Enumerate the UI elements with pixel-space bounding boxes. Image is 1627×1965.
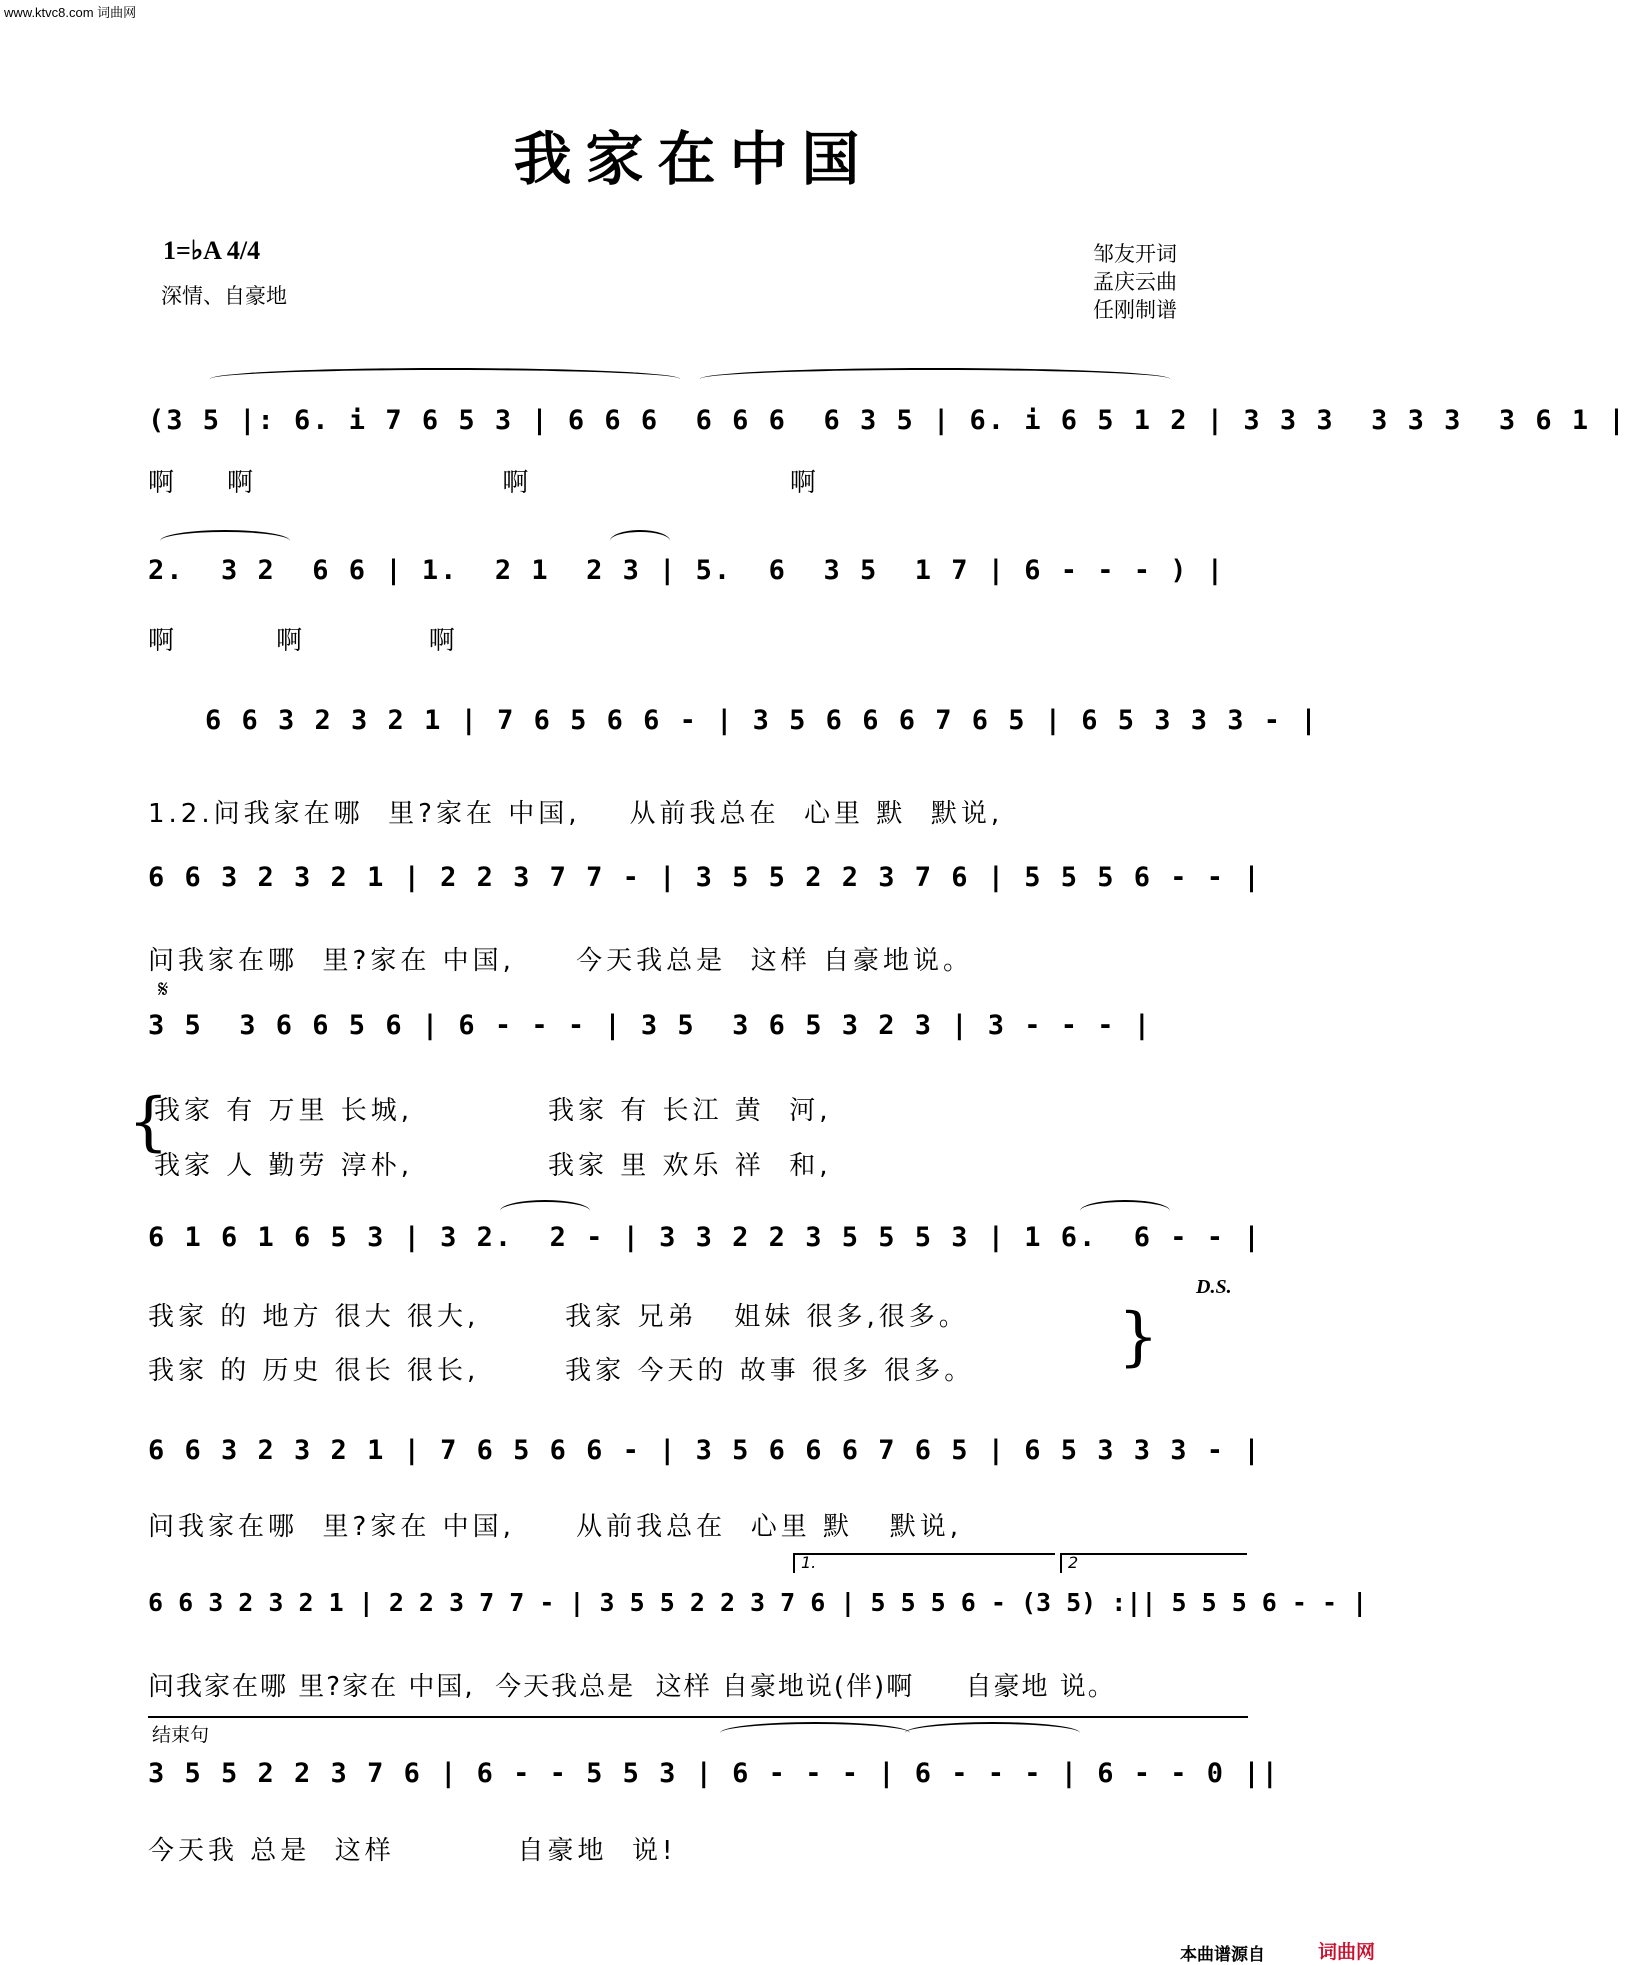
key-signature: 1=♭A 4/4 <box>163 236 261 265</box>
notation-line-9: 3 5 5 2 2 3 7 6 | 6 - - 5 5 3 | 6 - - - | 6 - - - | 6 - - 0 || <box>148 1758 1280 1789</box>
slur <box>700 368 1170 390</box>
notation-line-5: 3 5 3 6 6 5 6 | 6 - - - | 3 5 3 6 5 3 2 3 | 3 - - - | <box>148 1010 1153 1041</box>
lyric-line-7: 我家 的 地方 很大 很大, 我家 兄弟 姐妹 很多,很多。 <box>148 1302 969 1332</box>
slur <box>905 1722 1080 1744</box>
second-ending-bracket <box>1060 1553 1247 1573</box>
segno-sign: 𝄋 <box>158 975 169 1003</box>
tempo-marking: 深情、自豪地 <box>161 284 287 308</box>
notation-line-6: 6 1 6 1 6 5 3 | 3 2. 2 - | 3 3 2 2 3 5 5 5 3 | 1 6. 6 - - | <box>148 1222 1262 1253</box>
transcriber: 任刚制谱 <box>1093 298 1177 322</box>
notation-line-3: 6 6 3 2 3 2 1 | 7 6 5 6 6 - | 3 5 6 6 6 7 6 5 | 6 5 3 3 3 - | <box>205 705 1319 736</box>
composer: 孟庆云曲 <box>1093 270 1177 294</box>
notation-line-4: 6 6 3 2 3 2 1 | 2 2 3 7 7 - | 3 5 5 2 2 3 7 6 | 5 5 5 6 - - | <box>148 862 1262 893</box>
volta-2-label: 2 <box>1068 1553 1079 1572</box>
source-note: 本曲谱源自 <box>1180 1945 1265 1965</box>
ds-marking: D.S. <box>1196 1276 1232 1298</box>
brace: { <box>128 1085 169 1159</box>
ending-bracket <box>148 1716 1248 1738</box>
lyric-line-6: 我家 人 勤劳 淳朴, 我家 里 欢乐 祥 和, <box>154 1151 832 1181</box>
notation-line-2: 2. 3 2 6 6 | 1. 2 1 2 3 | 5. 6 3 5 1 7 | 6 - - - ) | <box>148 555 1226 586</box>
slur <box>160 530 290 552</box>
brace: } <box>1118 1300 1159 1374</box>
notation-line-7: 6 6 3 2 3 2 1 | 7 6 5 6 6 - | 3 5 6 6 6 7 6 5 | 6 5 3 3 3 - | <box>148 1435 1262 1466</box>
lyricist: 邹友开词 <box>1093 242 1177 266</box>
credits <box>1093 240 1177 324</box>
lyric-line-1: 啊 啊 啊 啊 <box>148 468 820 498</box>
notation-line-8: 6 6 3 2 3 2 1 | 2 2 3 7 7 - | 3 5 5 2 2 3 7 6 | 5 5 5 6 - (3 5) :|| 5 5 5 6 - - | <box>148 1588 1368 1617</box>
slur <box>500 1200 590 1222</box>
ending-label: 结束句 <box>152 1724 210 1746</box>
site-watermark: www.ktvc8.com 词曲网 <box>4 5 137 20</box>
site-logo: 词曲网 <box>1318 1941 1376 1963</box>
slur <box>720 1722 910 1744</box>
lyric-line-3: 1.2.问我家在哪 里?家在 中国, 从前我总在 心里 默 默说, <box>148 799 1004 829</box>
lyric-line-5: 我家 有 万里 长城, 我家 有 长江 黄 河, <box>154 1096 832 1126</box>
song-title: 我家在中国 <box>513 125 874 193</box>
lyric-line-4: 问我家在哪 里?家在 中国, 今天我总是 这样 自豪地说。 <box>148 946 973 976</box>
slur <box>210 368 680 390</box>
lyric-line-11: 今天我 总是 这样 自豪地 说! <box>148 1836 677 1866</box>
lyric-line-9: 问我家在哪 里?家在 中国, 从前我总在 心里 默 默说, <box>148 1512 963 1542</box>
lyric-line-8: 我家 的 历史 很长 很长, 我家 今天的 故事 很多 很多。 <box>148 1356 975 1386</box>
notation-line-1: (3 5 |: 6. i 7 6 5 3 | 6 6 6 6 6 6 6 3 5 | 6. i 6 5 1 2 | 3 3 3 3 3 3 3 6 1 | <box>148 405 1627 436</box>
lyric-line-2: 啊 啊 啊 <box>148 626 459 656</box>
volta-1-label: 1. <box>801 1553 817 1572</box>
first-ending-bracket <box>793 1553 1055 1573</box>
lyric-line-10: 问我家在哪 里?家在 中国, 今天我总是 这样 自豪地说(伴)啊 自豪地 说。 <box>148 1672 1116 1702</box>
slur <box>1080 1200 1170 1222</box>
slur <box>610 530 670 552</box>
